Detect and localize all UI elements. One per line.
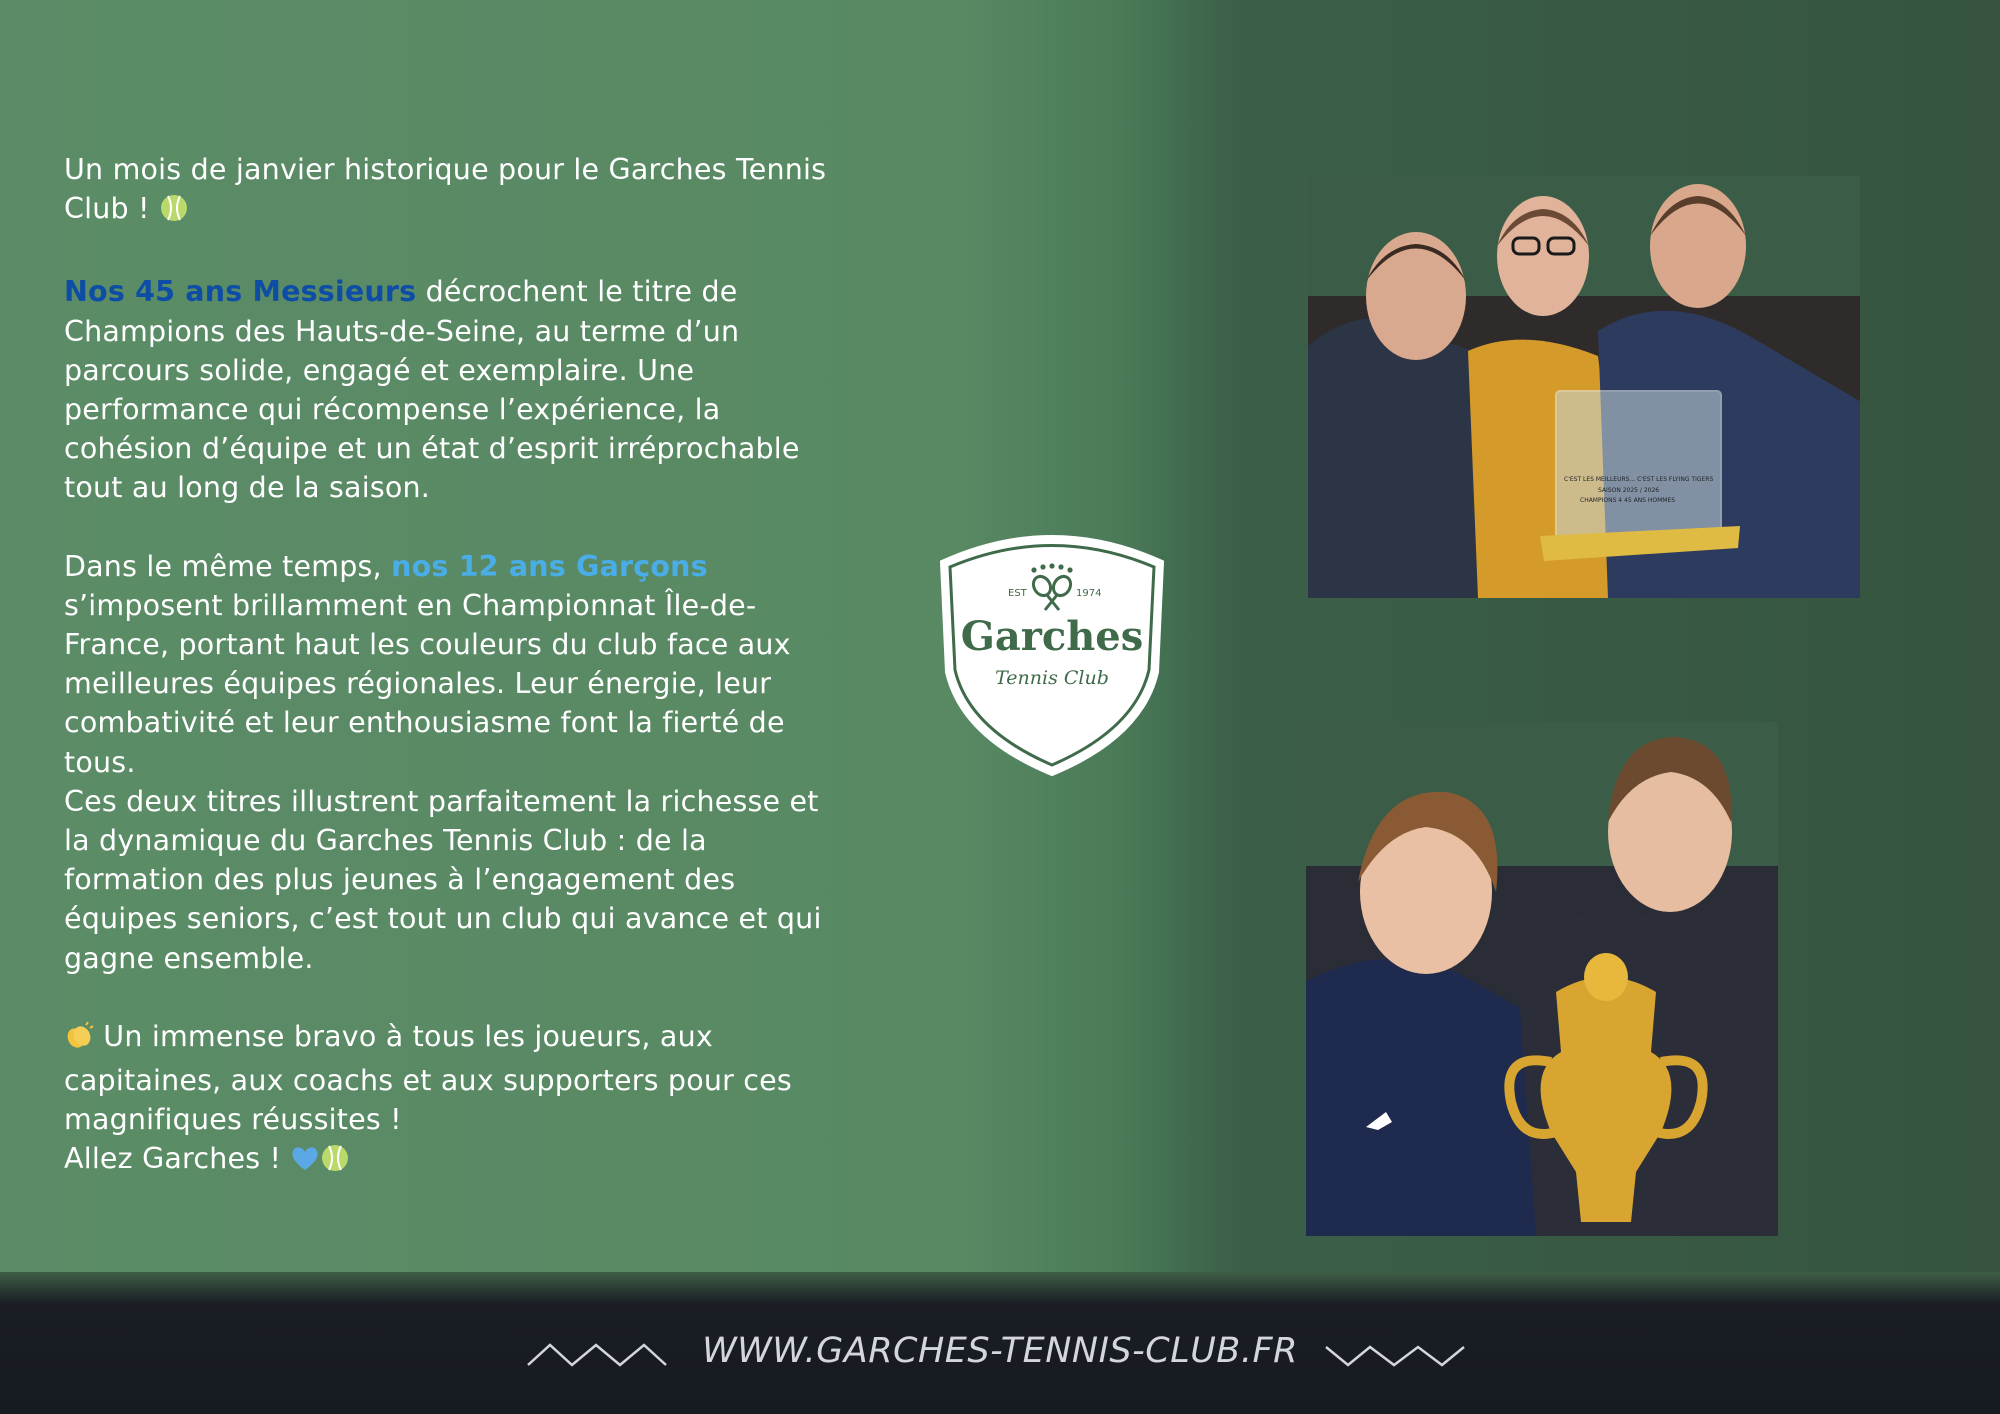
- titles-paragraph: Ces deux titres illustrent parfaitement la richesse et la dynamique du Garches Tennis Club : de la formation des plus jeunes à l’engagement des équipes seniors, c’est tout un club qui avance et qui gagne ensemble.: [64, 784, 822, 975]
- bravo-text: Un immense bravo à tous les joueurs, aux capitaines, aux coachs et aux supporters pour ces magnifiques réussites !: [64, 1019, 792, 1137]
- trophy-plaque-line1: C'EST LES MEILLEURS... C'EST LES FLYING TIGERS: [1564, 476, 1714, 483]
- photo-boys-team-trophy: [1306, 722, 1778, 1236]
- messieurs-highlight: Nos 45 ans Messieurs: [64, 275, 417, 309]
- intro-text: Un mois de janvier historique pour le Garches Tennis Club !: [64, 153, 827, 226]
- blue-heart-icon: [290, 1143, 320, 1183]
- closing-line: [64, 1139, 844, 1183]
- garcons-text: s’imposent brillamment en Championnat Île-de-France, portant haut les couleurs du club face aux meilleures équipes régionales. Leur énergie, leur combativité et leur enthousiasme font la fierté de tous.: [64, 588, 791, 779]
- intro-paragraph: [64, 150, 844, 233]
- garcons-lead: Dans le même temps,: [64, 549, 392, 583]
- zigzag-decoration-icon: [1324, 1343, 1466, 1369]
- logo-subtitle: Tennis Club: [995, 667, 1109, 689]
- logo-year: 1974: [1076, 588, 1102, 599]
- logo-name: Garches: [960, 613, 1144, 660]
- closing-text: Allez Garches !: [64, 1142, 282, 1176]
- trophy-plaque-line3: CHAMPIONS 4 45 ANS HOMMES: [1580, 497, 1676, 504]
- messieurs-paragraph: [64, 272, 844, 507]
- tennis-ball-icon: [159, 193, 189, 233]
- bravo-paragraph: [64, 1017, 844, 1140]
- garcons-paragraph: [64, 547, 844, 782]
- club-logo: [932, 522, 1172, 782]
- clapping-hands-icon: [64, 1021, 94, 1061]
- garcons-highlight: nos 12 ans Garçons: [391, 549, 708, 583]
- messieurs-text: décrochent le titre de Champions des Hauts-de-Seine, au terme d’un parcours solide, engagé et exemplaire. Une performance qui récompense l’expérience, la cohésion d’équipe et un état d’esprit irréprochable tout au long de la saison.: [64, 275, 800, 505]
- logo-est: EST: [1008, 588, 1027, 599]
- article-text: [64, 150, 844, 1184]
- tennis-ball-icon: [320, 1143, 350, 1183]
- trophy-plaque-line2: SAISON 2025 / 2026: [1598, 487, 1660, 494]
- website-url[interactable]: WWW.GARCHES-TENNIS-CLUB.FR: [702, 1331, 1298, 1371]
- photo-men-team-trophy: [1308, 176, 1860, 598]
